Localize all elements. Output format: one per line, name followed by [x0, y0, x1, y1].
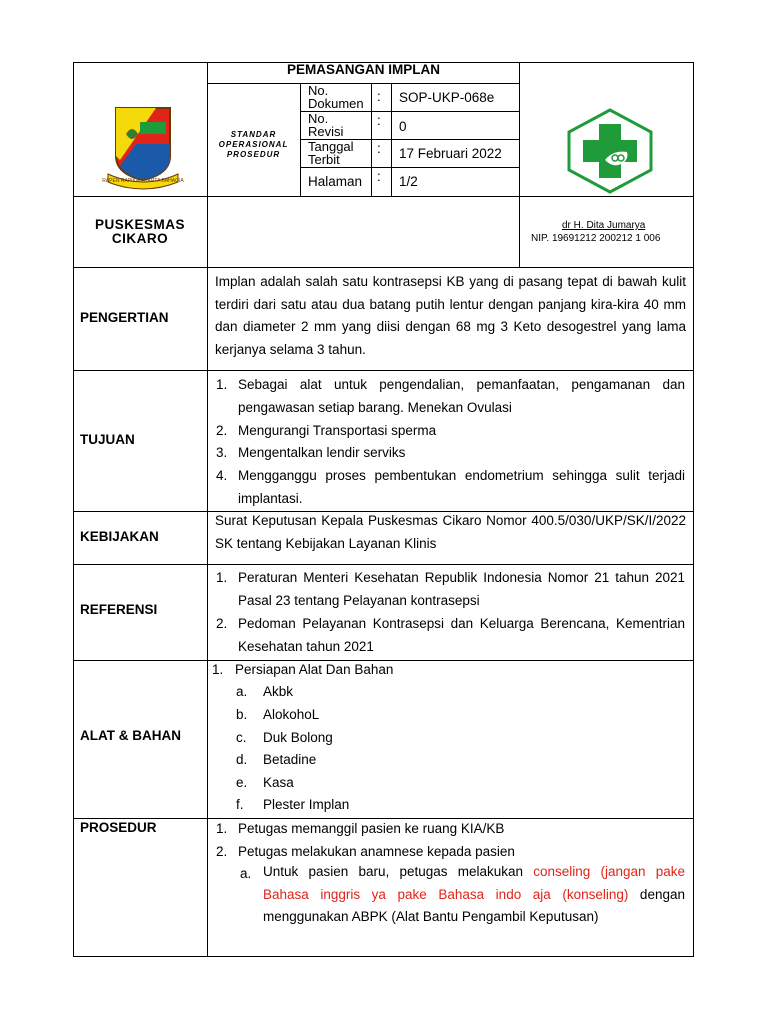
field-sep: : — [377, 113, 381, 128]
list-heading: Persiapan Alat Dan Bahan — [235, 662, 394, 677]
list-letter: a. — [236, 684, 248, 699]
list-letter: f. — [236, 797, 244, 812]
list-number: 1. — [216, 821, 228, 836]
field-label-no-revisi: No. Revisi — [308, 111, 344, 139]
standar-label: STANDAR OPERASIONAL PROSEDUR — [218, 130, 289, 159]
field-label-no-dokumen: No. Dokumen — [308, 83, 364, 111]
list-number: 1. — [212, 662, 224, 677]
signer-name: dr H. Dita Jumarya — [562, 220, 646, 231]
section-label-prosedur: PROSEDUR — [80, 820, 157, 835]
section-text-pengertian: Implan adalah salah satu kontrasepsi KB yang di pasang tepat di bawah kulit terdiri dari satu atau dua batang putih lentur dengan panjang kira-kira 40 mm dan diameter 2 mm yang diisi dengan 68 mg 3 Keto desogestrel yang lama kerjanya selama 3 tahun. — [215, 274, 686, 357]
list-item: Betadine — [263, 752, 317, 767]
list-letter: a. — [240, 866, 252, 881]
list-item: Peraturan Menteri Kesehatan Republik Indonesia Nomor 21 tahun 2021 Pasal 23 tentang Pelayanan kontrasepsi — [238, 570, 685, 608]
field-value-halaman: 1/2 — [399, 174, 418, 189]
list-item: AlokohoL — [263, 707, 320, 722]
field-value-no-revisi: 0 — [399, 119, 407, 134]
puskesmas-logo — [565, 108, 655, 194]
field-sep: : — [377, 141, 381, 156]
svg-text:RAPEN RAPIKAN KARTA BAHAGIA: RAPEN RAPIKAN KARTA BAHAGIA — [102, 178, 184, 184]
section-label-tujuan: TUJUAN — [80, 432, 135, 447]
list-item: Mengentalkan lendir serviks — [238, 445, 406, 460]
org-name: PUSKESMAS CIKARO — [94, 217, 185, 246]
list-letter: e. — [236, 775, 248, 790]
section-text-kebijakan: Surat Keputusan Kepala Puskesmas Cikaro Nomor 400.5/030/UKP/SK/I/2022 SK tentang Kebijakan Layanan Klinis — [215, 513, 686, 551]
section-label-referensi: REFERENSI — [80, 602, 158, 617]
field-label-tanggal-terbit: Tanggal Terbit — [308, 139, 354, 167]
list-letter: d. — [236, 752, 248, 767]
list-number: 1. — [216, 377, 228, 392]
section-label-kebijakan: KEBIJAKAN — [80, 529, 159, 544]
list-number: 2. — [216, 844, 228, 859]
list-number: 3. — [216, 445, 228, 460]
document-title: PEMASANGAN IMPLAN — [286, 62, 440, 77]
list-number: 2. — [216, 616, 228, 631]
field-value-tanggal-terbit: 17 Februari 2022 — [399, 146, 502, 161]
field-value-no-dokumen: SOP-UKP-068e — [399, 90, 495, 105]
signer-nip: NIP. 19691212 200212 1 006 — [531, 233, 661, 244]
list-item: Petugas melakukan anamnese kepada pasien — [238, 844, 515, 859]
field-sep: : — [377, 89, 381, 104]
field-label-halaman: Halaman — [308, 174, 363, 189]
list-item: Petugas memanggil pasien ke ruang KIA/KB — [238, 821, 505, 836]
list-number: 1. — [216, 570, 228, 585]
list-item: Untuk pasien baru, petugas melakukan conseling (jangan pake Bahasa inggris ya pake Bahasa indo aja (konseling) dengan menggunakan ABPK (Alat Bantu Pengambil Keputusan) — [263, 864, 685, 924]
list-letter: b. — [236, 707, 248, 722]
list-item: Mengganggu proses pembentukan endometrium sehingga sulit terjadi implantasi. — [238, 468, 685, 506]
list-item: Kasa — [263, 775, 294, 790]
list-item: Plester Implan — [263, 797, 350, 812]
list-item: Akbk — [263, 684, 294, 699]
list-number: 2. — [216, 423, 228, 438]
field-sep: : — [377, 169, 381, 184]
list-letter: c. — [236, 730, 247, 745]
regency-logo — [96, 104, 190, 190]
list-item: Mengurangi Transportasi sperma — [238, 423, 437, 438]
list-item: Duk Bolong — [263, 730, 333, 745]
list-item: Pedoman Pelayanan Kontrasepsi dan Keluarga Berencana, Kementrian Kesehatan tahun 2021 — [238, 616, 685, 654]
list-number: 4. — [216, 468, 228, 483]
list-item: Sebagai alat untuk pengendalian, pemanfaatan, pengamanan dan pengawasan setiap barang. Menekan Ovulasi — [238, 377, 685, 415]
section-label-pengertian: PENGERTIAN — [80, 310, 169, 325]
section-label-alat-bahan: ALAT & BAHAN — [80, 728, 181, 743]
